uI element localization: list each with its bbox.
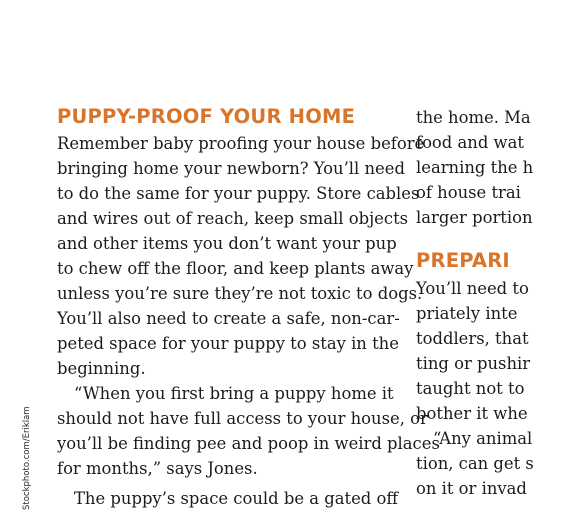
text-line: “When you first bring a puppy home it <box>74 384 394 403</box>
text-line: for months,” says Jones. <box>57 459 258 478</box>
text-line: “Any animal <box>433 429 533 448</box>
text-line: unless you’re sure they’re not toxic to dogs. <box>57 284 423 303</box>
text-line: Remember baby proofing your house before <box>57 134 425 153</box>
text-line: and wires out of reach, keep small objects <box>57 209 409 228</box>
text-line: ting or pushir <box>416 354 531 373</box>
right-column <box>416 105 576 501</box>
text-line: you’ll be finding pee and poop in weird places <box>57 434 440 453</box>
text-line: should not have full access to your house, or <box>57 409 428 428</box>
text-line: bringing home your newborn? You’ll need <box>57 159 405 178</box>
text-line: food and wat <box>416 133 524 152</box>
text-line: of house trai <box>416 183 521 202</box>
text-line: priately inte <box>416 304 518 323</box>
section-heading-prepare: PREPARI <box>416 249 510 272</box>
text-line: learning the h <box>416 158 534 177</box>
text-line: bother it whe <box>416 404 528 423</box>
photo-credit: Stockphoto.com/Erikl​am <box>22 406 32 510</box>
text-line: You’ll also need to create a safe, non-car- <box>57 309 400 328</box>
text-line: beginning. <box>57 359 146 378</box>
text-line: You’ll need to <box>416 279 529 298</box>
paragraph-puppy-space <box>57 486 398 511</box>
text-line: taught not to <box>416 379 525 398</box>
text-line: toddlers, that <box>416 329 529 348</box>
paragraph-right-top <box>416 105 576 230</box>
text-line: the home. Ma <box>416 108 531 127</box>
paragraph-right-bottom <box>416 276 576 501</box>
text-line: peted space for your puppy to stay in the <box>57 334 399 353</box>
text-line: to do the same for your puppy. Store cables <box>57 184 420 203</box>
paragraph-jones-quote <box>57 381 440 481</box>
text-line: to chew off the floor, and keep plants away <box>57 259 414 278</box>
text-line: on it or invad <box>416 479 527 498</box>
text-line: tion, can get s <box>416 454 534 473</box>
left-column <box>57 105 440 511</box>
section-heading-puppy-proof: PUPPY-PROOF YOUR HOME <box>57 105 356 128</box>
text-line: and other items you don’t want your pup <box>57 234 397 253</box>
text-line: The puppy’s space could be a gated off <box>74 489 398 508</box>
text-line: larger portion <box>416 208 533 227</box>
paragraph-puppy-proof <box>57 131 425 381</box>
